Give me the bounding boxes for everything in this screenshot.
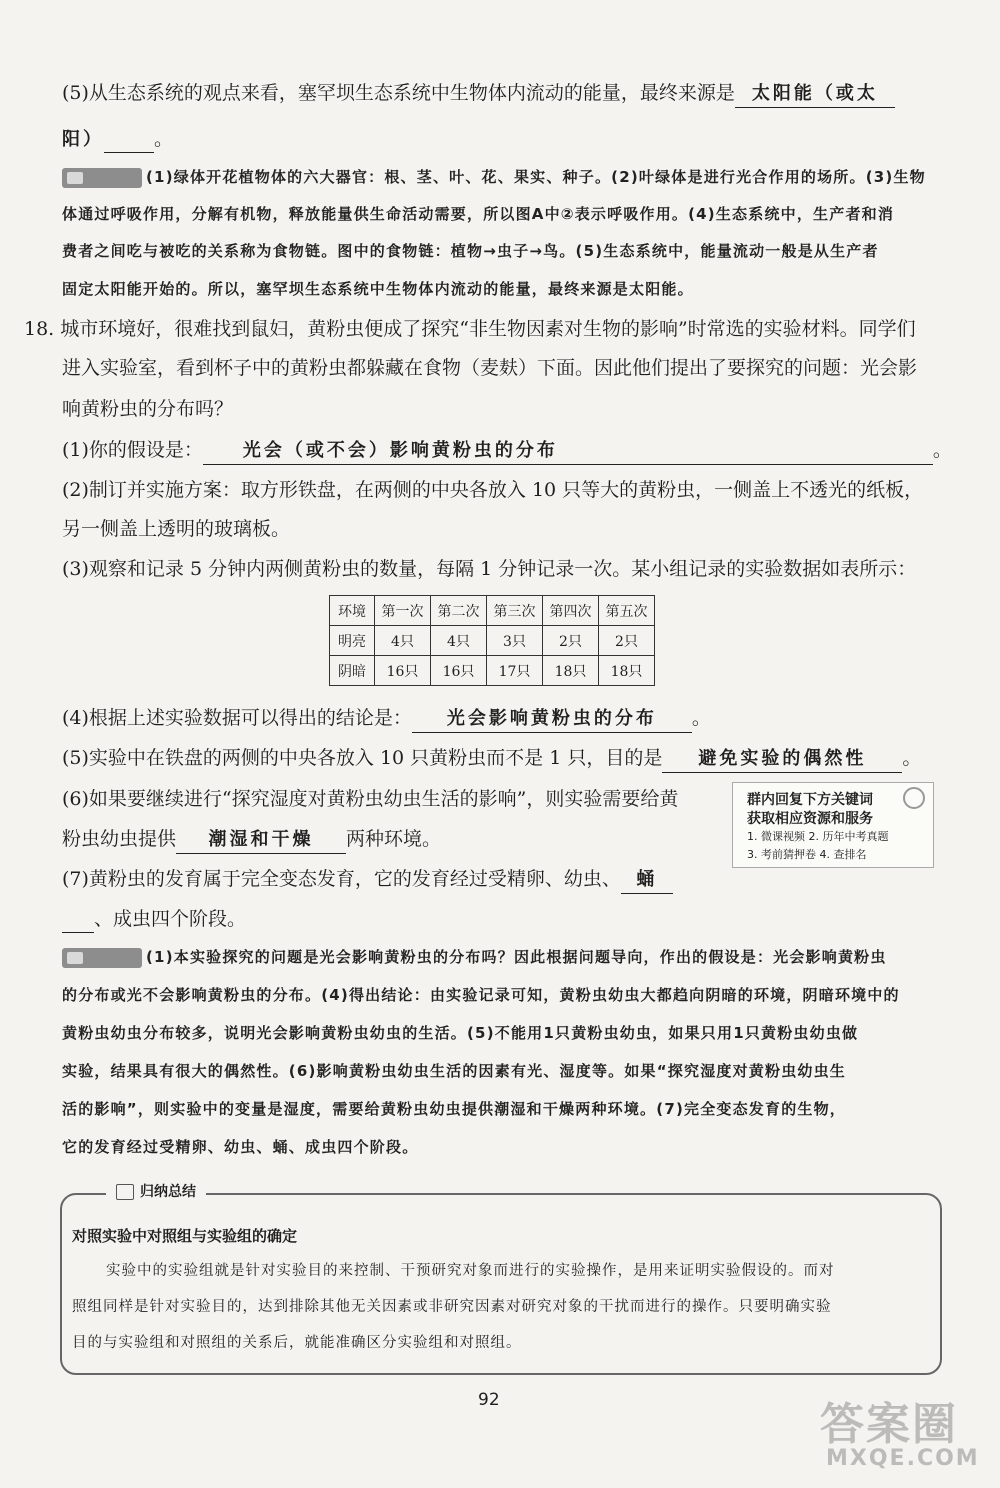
analysis2-text-0: (1)本实验探究的问题是光会影响黄粉虫的分布吗？因此根据问题导向，作出的假设是：光会影响黄粉虫 <box>146 948 887 966</box>
table-header-cell: 第三次 <box>487 596 543 626</box>
analysis1-text-0: (1)绿体开花植物体的六大器官：根、茎、叶、花、果实、种子。(2)叶绿体是进行光合作用的场所。(3)生物 <box>146 168 926 186</box>
q18-stem-line3: 响黄粉虫的分布吗？ <box>62 398 234 420</box>
q18-part4-label: (4)根据上述实验数据可以得出的结论是： <box>62 707 412 729</box>
q18-part2-line1: (2)制订并实施方案：取方形铁盘，在两侧的中央各放入 10 只等大的黄粉虫，一侧盖上不透光的纸板， <box>62 479 924 501</box>
table-cell: 2只 <box>599 626 655 656</box>
table-row <box>330 626 655 656</box>
table-header-cell: 第四次 <box>543 596 599 626</box>
summary-line1: 实验中的实验组就是针对实验目的来控制、干预研究对象而进行的实验操作，是用来证明实验假设的。而对 <box>106 1263 835 1279</box>
q18-part1 <box>62 437 952 465</box>
table-cell: 明亮 <box>330 626 375 656</box>
qr-title-2: 获取相应资源和服务 <box>747 811 873 827</box>
q18-part5-end: 。 <box>902 747 922 769</box>
q17-part5-answer: 太阳能（或太 <box>735 81 895 108</box>
q17-part5-text: (5)从生态系统的观点来看，塞罕坝生态系统中生物体内流动的能量，最终来源是 <box>62 82 735 104</box>
q18-part5 <box>62 745 921 773</box>
q18-part7-end: 、成虫四个阶段。 <box>94 908 247 930</box>
q18-part1-end: 。 <box>932 439 952 461</box>
summary-title: 对照实验中对照组与实验组的确定 <box>72 1227 298 1245</box>
q18-part6-end: 两种环境。 <box>346 828 442 850</box>
q17-part5-blank <box>104 126 154 153</box>
q18-part3: (3)观察和记录 5 分钟内两侧黄粉虫的数量，每隔 1 分钟记录一次。某小组记录的实验数据如表所示： <box>62 558 917 580</box>
q18-part6-line1: (6)如果要继续进行“探究湿度对黄粉虫幼虫生活的影响”，则实验需要给黄 <box>62 788 679 810</box>
table-cell: 16只 <box>375 656 431 686</box>
table-header-cell: 第二次 <box>431 596 487 626</box>
table-header-row <box>330 596 655 626</box>
qr-item-1: 1. 微课视频 2. 历年中考真题 <box>747 830 889 843</box>
analysis2-line3: 黄粉虫幼虫分布较多，说明光会影响黄粉虫幼虫的生活。(5)不能用1只黄粉虫幼虫，如果只用1只黄粉虫幼虫做 <box>62 1024 859 1042</box>
table-cell: 阴暗 <box>330 656 375 686</box>
table-cell: 17只 <box>487 656 543 686</box>
q18-part6-line2 <box>62 826 441 854</box>
q18-part1-label: (1)你的假设是： <box>62 439 203 461</box>
q18-stem-line2: 进入实验室，看到杯子中的黄粉虫都躲藏在食物（麦麸）下面。因此他们提出了要探究的问题：光会影 <box>62 357 918 379</box>
analysis1-line4: 固定太阳能开始的。所以，塞罕坝生态系统中生物体内流动的能量，最终来源是太阳能。 <box>62 280 694 298</box>
q17-part5-answer-cont: 阳） <box>62 129 104 150</box>
q18-stem-line1: 18. 城市环境好，很难找到鼠妇，黄粉虫便成了探究“非生物因素对生物的影响”时常选的实验材料。同学们 <box>24 318 916 340</box>
q18-part2-line2: 另一侧盖上透明的玻璃板。 <box>62 518 291 540</box>
analysis-tag-icon <box>62 168 142 188</box>
table-header-cell: 环境 <box>330 596 375 626</box>
q18-part5-label: (5)实验中在铁盘的两侧的中央各放入 10 只黄粉虫而不是 1 只，目的是 <box>62 747 663 769</box>
q18-part5-answer: 避免实验的偶然性 <box>662 746 902 773</box>
analysis-tag-icon <box>62 948 142 968</box>
table-cell: 16只 <box>431 656 487 686</box>
analysis1-line1 <box>62 166 926 188</box>
q17-part5-end: 。 <box>154 128 174 150</box>
q18-part7-answer: 蛹 <box>621 867 673 894</box>
analysis2-line4: 实验，结果具有很大的偶然性。(6)影响黄粉虫幼虫生活的因素有光、湿度等。如果“探究湿度对黄粉虫幼虫生 <box>62 1062 847 1080</box>
table-header-cell: 第五次 <box>599 596 655 626</box>
summary-line3: 目的与实验组和对照组的关系后，就能准确区分实验组和对照组。 <box>72 1335 522 1351</box>
summary-header-text: 归纳总结 <box>140 1184 196 1200</box>
q18-part7-line2 <box>62 906 246 933</box>
q18-part7-blank <box>62 906 94 933</box>
q17-part5 <box>62 80 895 108</box>
table-row <box>330 656 655 686</box>
table-cell: 2只 <box>543 626 599 656</box>
analysis1-line2: 体通过呼吸作用，分解有机物，释放能量供生命活动需要，所以图A中②表示呼吸作用。(4)生态系统中，生产者和消 <box>62 205 895 223</box>
watermark-logo: 答案圈 <box>820 1399 958 1450</box>
q18-part4-answer: 光会影响黄粉虫的分布 <box>412 706 692 733</box>
wechat-circle-icon <box>903 787 925 809</box>
summary-line2: 照组同样是针对实验目的，达到排除其他无关因素或非研究因素对研究对象的干扰而进行的操作。只要明确实验 <box>72 1299 832 1315</box>
q18-part4-end: 。 <box>691 707 711 729</box>
summary-header <box>106 1181 206 1201</box>
table-cell: 18只 <box>599 656 655 686</box>
analysis2-line5: 活的影响”，则实验中的变量是湿度，需要给黄粉虫幼虫提供潮湿和干燥两种环境。(7)完全变态发育的生物， <box>62 1100 847 1118</box>
summary-box <box>60 1184 942 1375</box>
table-cell: 3只 <box>487 626 543 656</box>
page-number: 92 <box>478 1390 500 1410</box>
table-cell: 18只 <box>543 656 599 686</box>
qr-title-1: 群内回复下方关键词 <box>747 792 873 808</box>
table-header-cell: 第一次 <box>375 596 431 626</box>
qr-item-2: 3. 考前猜押卷 4. 查排名 <box>747 848 867 861</box>
q18-part1-answer: 光会（或不会）影响黄粉虫的分布 <box>203 438 933 465</box>
q18-part6-answer: 潮湿和干燥 <box>176 827 346 854</box>
q18-part7-text: (7)黄粉虫的发育属于完全变态发育，它的发育经过受精卵、幼虫、 <box>62 868 621 890</box>
table-cell: 4只 <box>431 626 487 656</box>
table-cell: 4只 <box>375 626 431 656</box>
data-table <box>329 595 655 686</box>
pen-note-icon <box>116 1184 134 1200</box>
q18-part7-line1 <box>62 866 673 894</box>
watermark-url: MXQE.COM <box>826 1446 980 1471</box>
analysis2-line1 <box>62 946 887 968</box>
analysis1-line3: 费者之间吃与被吃的关系称为食物链。图中的食物链：植物→虫子→鸟。(5)生态系统中，能量流动一般是从生产者 <box>62 242 879 260</box>
q17-part5-cont <box>62 126 173 153</box>
analysis2-line6: 它的发育经过受精卵、幼虫、蛹、成虫四个阶段。 <box>62 1138 419 1156</box>
qr-info-box <box>732 782 934 868</box>
q18-part4 <box>62 705 711 733</box>
analysis2-line2: 的分布或光不会影响黄粉虫的分布。(4)得出结论：由实验记录可知，黄粉虫幼虫大都趋向阴暗的环境，阴暗环境中的 <box>62 986 900 1004</box>
q18-part6-label: 粉虫幼虫提供 <box>62 828 177 850</box>
